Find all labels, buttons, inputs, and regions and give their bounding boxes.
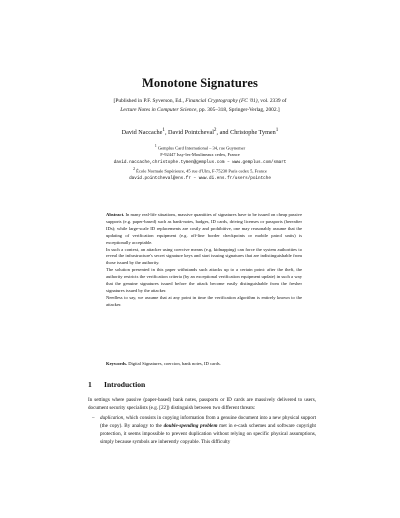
abstract-paragraph: Needless to say, we assume that at any point in time the verification algorithm is entirely known to the attacker. <box>106 294 302 307</box>
section-heading <box>88 380 145 389</box>
item-text: met in e-cash schemes and software copyright protection, it seems impossible to prevent duplication without relying on specific physical assumptions, simply because symbols are inherently copyable. This difficulty <box>100 422 316 445</box>
affiliation-1 <box>0 143 400 167</box>
keywords <box>106 361 302 368</box>
author-name: , and Christophe Tymen <box>216 129 276 137</box>
pub-text: , pp. 305–318, Springer-Verlag, 2002.] <box>196 106 280 113</box>
keywords-label: Keywords. <box>106 361 128 366</box>
abstract-paragraph <box>106 212 302 247</box>
aff-line: Gemplus Card International – 34, rue Guynemer <box>156 145 246 151</box>
term-duplication: duplication <box>100 414 124 421</box>
aff-sup: 1 <box>154 144 157 148</box>
abstract-label: Abstract. <box>106 212 125 217</box>
pub-proceedings: Financial Cryptography (FC '01) <box>185 98 258 104</box>
aff-sup: 2 <box>133 167 136 171</box>
list-dash: – <box>92 414 95 421</box>
list-item <box>88 415 316 447</box>
aff-line: F-92447 Issy-les-Moulineaux cedex, France <box>160 152 240 158</box>
section-title: Introduction <box>104 380 146 389</box>
keywords-text: Digital Signatures, coercion, bank notes, ID cards. <box>127 361 221 366</box>
author-name: David Naccache <box>121 129 163 137</box>
aff-line: École Normale Supérieure, 45 rue d'Ulm, F-75230 Paris cedex 5, France <box>135 168 267 174</box>
section-number: 1 <box>88 380 92 389</box>
abstract <box>106 212 302 309</box>
author-list <box>0 127 400 136</box>
pub-series: Lecture Notes in Computer Science <box>120 106 197 113</box>
aff-email: david.pointcheval@ens.fr – www.di.ens.fr/users/pointche <box>129 176 271 182</box>
aff-email: david.naccache,christophe.tymen@gemplus.com – www.gemplus.com/smart <box>113 160 287 166</box>
term-double-spending: double-spending problem <box>163 422 218 429</box>
author-sup: 2 <box>213 127 217 133</box>
author-name: , David Pointcheval <box>164 129 214 137</box>
intro-body <box>88 397 316 446</box>
abstract-text: In many real-life situations, massive quantities of signatures have to be issued on cheap passive supports (e.g. paper-based) such as bank-notes, badges, ID cards, driving licenses or passports (hereafter IDs); while large-scale ID replacements are costly and prohibitive, one may reasonably assume that the updating of verification equipment (e.g. off-line border checkpoints or mobile patrol units) is exceptionally acceptable. <box>106 212 302 245</box>
paper-title: Monotone Signatures <box>142 76 258 90</box>
publication-note <box>72 97 328 114</box>
pub-text: [Published in P.F. Syverson, Ed., <box>113 98 186 104</box>
abstract-paragraph: The solution presented in this paper withstands such attacks up to a certain point: after the theft, the authority restricts the verification criteria (by an exceptional verification equipment update) in such a way that the genuine signatures issued before the attack become easily distinguishable from the fresher signatures issued by the attacker. <box>106 267 302 293</box>
affiliation-2 <box>0 166 400 183</box>
abstract-paragraph: In such a context, an attacker using coercive means (e.g. kidnapping) can force the system authorities to reveal the infrastructure's secret signature keys and start issuing signatures that are indistinguishable from those issued by the authority. <box>106 246 302 266</box>
intro-paragraph: In settings where passive (paper-based) bank notes, passports or ID cards are massively delivered to users, document security specialists (e.g. [22]) distinguish between two different threats: <box>88 397 316 411</box>
item-text: , which consists in copying information from a genuine document into a new physical support (the copy). By analogy to the <box>100 414 316 429</box>
author-sup: 1 <box>162 127 165 133</box>
pub-text: , vol. 2339 of <box>257 98 287 104</box>
author-sup: 1 <box>275 127 279 133</box>
